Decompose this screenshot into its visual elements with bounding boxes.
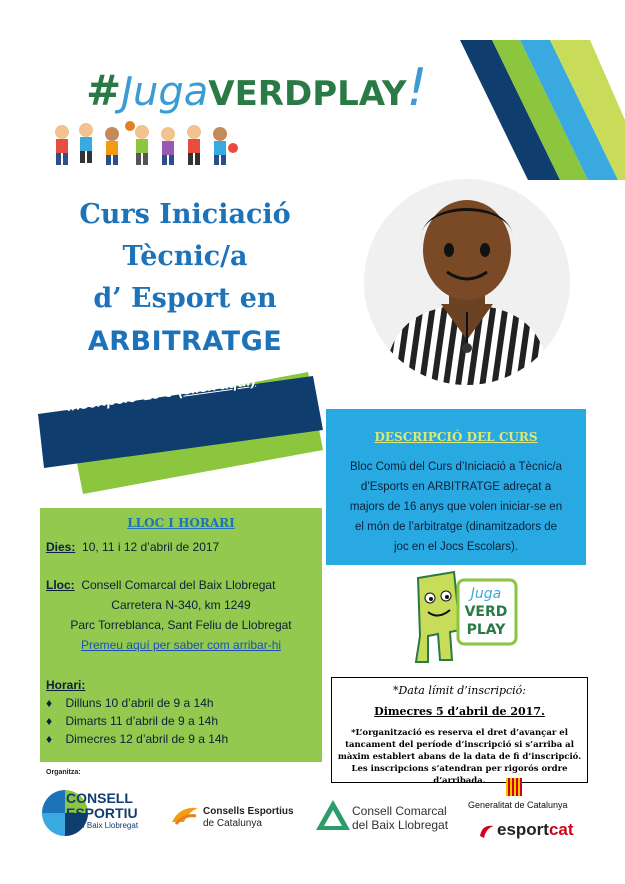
mascot-play: PLAY — [466, 622, 506, 638]
generalitat-text: Generalitat de Catalunya — [468, 800, 568, 810]
consell-esportiu-line1: CONSELL — [66, 790, 133, 806]
horari-item — [46, 732, 228, 746]
generalitat-flag-icon — [506, 778, 522, 796]
diamond-bullet-icon: ♦ — [46, 714, 53, 728]
corner-stripes — [430, 40, 625, 180]
header-hash: # — [86, 66, 122, 115]
esportcat-logo — [497, 820, 574, 840]
diamond-bullet-icon: ♦ — [46, 732, 53, 746]
esportcat-esport: esport — [497, 820, 549, 839]
horari-label: Horari: — [46, 678, 86, 692]
descripcio-line: d’Esports en ARBITRATGE adreçat a — [360, 481, 552, 493]
horari-item — [46, 714, 218, 728]
diamond-bullet-icon: ♦ — [46, 696, 53, 710]
consells-catalunya-line2: de Catalunya — [203, 818, 262, 829]
horari-text: Dilluns 10 d’abril de 9 a 14h — [65, 696, 214, 710]
consell-esportiu-line3: del Baix Llobregat — [74, 821, 139, 830]
esportcat-cat: cat — [548, 820, 574, 839]
descripcio-line: el món de l’arbitratge (dinamitzadors de — [355, 521, 557, 533]
header-juga: Juga — [121, 69, 209, 115]
lloc-line3: Parc Torreblanca, Sant Feliu de Llobregat — [70, 618, 292, 632]
consell-comarcal-line1: Consell Comarcal — [352, 804, 447, 818]
descripcio-heading: DESCRIPCIÓ DEL CURS — [374, 430, 538, 444]
mascot-verd: VERD — [464, 604, 508, 620]
lloc-row — [46, 578, 275, 592]
mascot-juga: Juga — [470, 586, 502, 602]
lloc-heading: LLOC I HORARI — [127, 516, 235, 530]
header-exclamation: ! — [406, 58, 428, 118]
descripcio-body — [330, 457, 582, 557]
data-limit-box — [331, 677, 588, 786]
header-verdplay: VERDPLAY — [208, 74, 407, 114]
inscripcio-label: Inscripció — [65, 388, 139, 415]
organitza-label: Organitza: — [46, 769, 81, 776]
dies-row — [46, 540, 219, 554]
consells-catalunya-line1: Consells Esportius — [203, 806, 294, 817]
data-limit-title: *Data límit d’inscripció: — [392, 684, 527, 697]
kids-illustration — [50, 118, 240, 170]
course-title-line4: ARBITRATGE — [87, 326, 283, 357]
inscripcio-link[interactable]: (click aquí) — [176, 371, 257, 400]
course-title-line2: Tècnic/a — [122, 241, 248, 272]
esportcat-swoosh-icon — [478, 822, 496, 840]
descripcio-line: Bloc Comú del Curs d’Iniciació a Tècnic/a — [350, 461, 562, 473]
horari-text: Dimarts 11 d’abril de 9 a 14h — [65, 714, 218, 728]
header-logo — [86, 58, 427, 118]
lloc-horari-box — [40, 508, 322, 762]
horari-item — [46, 696, 214, 710]
inscripcio-price: 15 € — [141, 383, 174, 405]
data-limit-date: Dimecres 5 d’abril de 2017. — [374, 705, 545, 718]
consell-comarcal-icon — [316, 800, 350, 830]
consell-esportiu-line2: ESPORTIU — [66, 805, 138, 821]
lloc-label: Lloc: — [46, 578, 75, 592]
course-title-line1: Curs Iniciació — [79, 199, 291, 230]
consell-comarcal-line2: del Baix Llobregat — [352, 818, 449, 832]
descripcio-line: joc en el Jocs Escolars). — [394, 541, 518, 553]
horari-text: Dimecres 12 d’abril de 9 a 14h — [65, 732, 229, 746]
course-title-line3: d’ Esport en — [93, 283, 277, 314]
lloc-directions-link[interactable]: Premeu aquí per saber com arribar-hi — [80, 638, 282, 652]
lloc-line1: Consell Comarcal del Baix Llobregat — [81, 578, 276, 592]
lloc-line2: Carretera N-340, km 1249 — [111, 598, 251, 612]
descripcio-box — [326, 409, 586, 565]
mascot-illustration — [410, 570, 522, 670]
descripcio-line: majors de 16 anys que volen iniciar-se en — [349, 501, 563, 513]
referee-illustration — [363, 178, 571, 386]
data-limit-note: *L’organització es reserva el dret d’avançar el tancament del període d’inscripció si s’arriba al màxim establert abans de la data de fi d’inscripció. Les inscripcions s’atendran per rigorós ordre d’arribada. — [337, 728, 582, 786]
dies-label: Dies: — [46, 540, 76, 554]
dies-value: 10, 11 i 12 d’abril de 2017 — [82, 540, 220, 554]
consells-catalunya-icon — [170, 804, 200, 826]
